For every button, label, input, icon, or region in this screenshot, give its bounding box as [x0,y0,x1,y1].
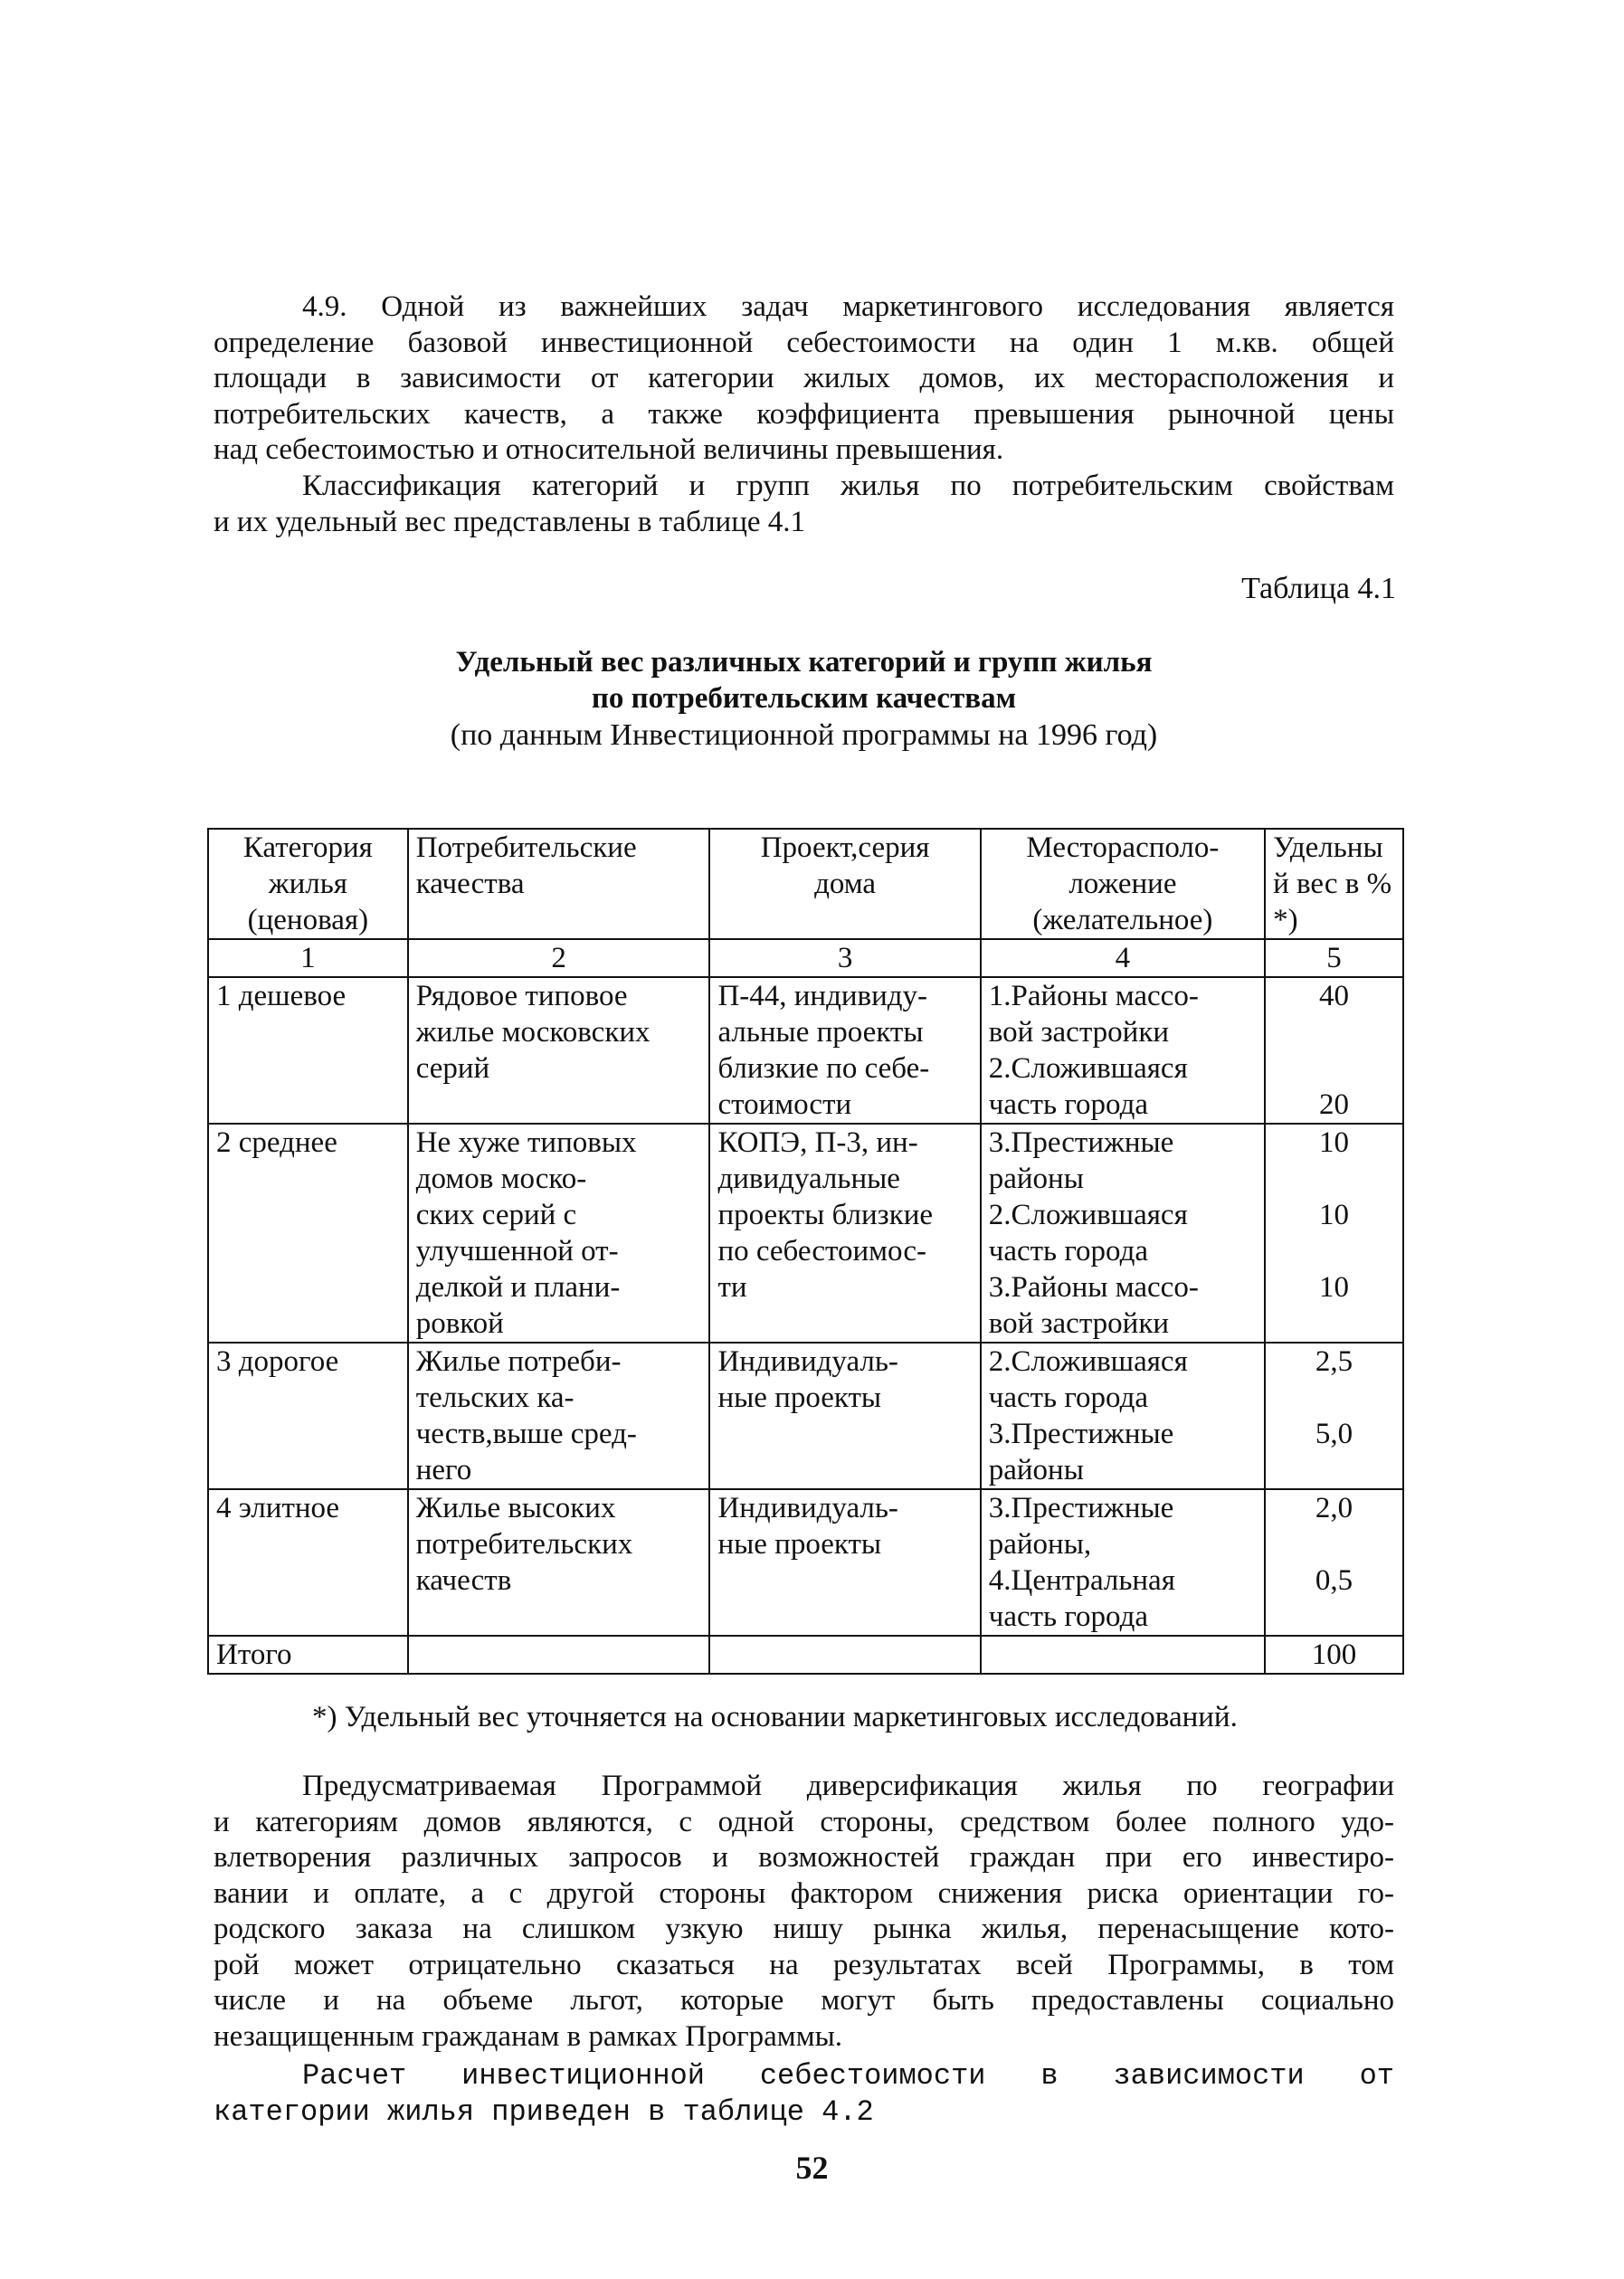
weight-value [1273,1161,1395,1197]
text-line: Предусматриваемая Программой диверсификация жилья по географии [302,1770,1394,1802]
cell-line: районы [988,1163,1084,1195]
cell-line: районы [988,1454,1084,1486]
table-row [208,1124,1403,1343]
column-number: 1 [208,939,408,977]
total-value: 100 [1265,1636,1403,1674]
weight-value [1273,1306,1395,1342]
table-number: Таблица 4.1 [1241,572,1396,605]
cell-line: Жилье потреби- [415,1345,622,1378]
cell-line: 1.Районы массо- [988,980,1199,1012]
cell-qualities [408,1343,710,1489]
column-number: 5 [1265,939,1403,977]
header-project: Проект,серия дома [709,829,980,939]
cell-line: вой застройки [988,1307,1170,1340]
cell-category: 4 элитное [208,1489,408,1636]
cell-location [981,1343,1265,1489]
table-header-row [208,829,1403,939]
cell-line: часть города [988,1088,1149,1121]
text-line: и категориям домов являются, с одной стороны, средством более полного удо- [214,1805,1394,1838]
column-number: 3 [709,939,980,977]
weight-value: 0,5 [1315,1564,1353,1597]
weight-value: 10 [1319,1126,1350,1159]
text-line: и их удельный вес представлены в таблице 4.1 [214,505,806,538]
cell-line: 2.Сложившаяся [988,1199,1188,1231]
table-row [208,1343,1403,1489]
page-number: 52 [795,2150,829,2186]
housing-weights-table [207,828,1404,1675]
table-row [208,1489,1403,1636]
cell-line: 3.Престижные [988,1126,1174,1159]
column-number-row [208,939,1403,977]
cell-line: 3.Престижные [988,1418,1174,1450]
weight-value: 10 [1319,1271,1350,1304]
text-line: определение базовой инвестиционной себестоимости на один 1 м.кв. общей [214,326,1394,359]
cell-line: качеств [415,1564,512,1597]
table-caption [214,644,1394,755]
cell-line: улучшенной от- [415,1235,619,1268]
text-line: рой может отрицательно сказаться на результатах всей Программы, в том [214,1948,1394,1981]
text-line: 4.9. Одной из важнейших задач маркетингового исследования является [302,290,1394,323]
header-weight: Удельны й вес в % *) [1265,829,1403,939]
cell-line: 2.Сложившаяся [988,1345,1188,1378]
text-line: Расчет инвестиционной себестоимости в зависимости от [302,2059,1394,2093]
table-body [208,977,1403,1636]
cell-line: Не хуже типовых [415,1126,637,1159]
cell-weight [1265,1124,1403,1343]
weight-value: 20 [1319,1088,1350,1121]
cell-line: КОПЭ, П-3, ин- [717,1126,918,1159]
table-row [208,977,1403,1124]
cell-qualities [408,977,710,1124]
text-line: незащищенным гражданам в рамках Программы. [214,2019,842,2053]
weight-value [1273,1380,1395,1416]
cell-line: стоимости [717,1088,852,1121]
weight-value: 2,0 [1315,1492,1353,1524]
weight-value: 40 [1319,980,1350,1012]
cell-line: тельских ка- [415,1382,575,1414]
table-source-note: (по данным Инвестиционной программы на 1996 год) [450,718,1158,752]
cell-line: 3.Районы массо- [988,1271,1199,1304]
cell-line: потребительских [415,1528,633,1561]
weight-value [1273,1526,1395,1562]
cell-project [709,1343,980,1489]
text-line: Классификация категорий и групп жилья по потребительским свойствам [302,470,1394,502]
cell-project [709,1124,980,1343]
cell-line: ских серий с [415,1199,577,1231]
cell-location [981,1124,1265,1343]
cell-location [981,977,1265,1124]
cell-line: делкой и плани- [415,1271,621,1304]
text-line: категории жилья приведен в таблице 4.2 [214,2095,874,2129]
cell-line: ные проекты [717,1528,882,1561]
cell-line: 2.Сложившаяся [988,1052,1188,1085]
cell-line: жилье московских [415,1016,651,1049]
cell-line: дивидуальные [717,1163,900,1195]
calculation-paragraph [214,2058,1394,2131]
text-line: влетворения различных запросов и возможностей граждан при его инвестиро- [214,1841,1394,1874]
weight-value [1273,1233,1395,1269]
cell-category: 2 среднее [208,1124,408,1343]
cell-line: Индивидуаль- [717,1492,898,1524]
cell-weight [1265,1343,1403,1489]
cell-weight [1265,977,1403,1124]
cell-project [709,977,980,1124]
cell-line: него [415,1454,472,1486]
cell-line: вой застройки [988,1016,1170,1049]
header-location: Месторасполо- ложение (желательное) [981,829,1265,939]
cell-qualities [408,1124,710,1343]
classification-paragraph [214,469,1394,540]
text-line: над себестоимостью и относительной величины превышения. [214,433,1004,466]
total-label: Итого [208,1636,408,1674]
text-line: потребительских качеств, а также коэффициента превышения рыночной цены [214,397,1394,431]
table-footnote: *) Удельный вес уточняется на основании маркетинговых исследований. [312,1701,1238,1733]
cell-line: Индивидуаль- [717,1345,898,1378]
cell-line: районы, [988,1528,1092,1561]
cell-line: проекты близкие [717,1199,934,1231]
cell-location [981,1489,1265,1636]
weight-value [1273,1050,1395,1087]
cell-line: по себестоимос- [717,1235,927,1268]
diversification-paragraph [214,1769,1394,2055]
weight-value [1273,1599,1395,1635]
text-line: площади в зависимости от категории жилых домов, их месторасположения и [214,362,1394,394]
cell-line: ные проекты [717,1382,882,1414]
cell-line: П-44, индивиду- [717,980,928,1012]
cell-line: Жилье высоких [415,1492,616,1524]
cell-line: Рядовое типовое [415,980,628,1012]
weight-value [1273,1014,1395,1050]
cell-line: альные проекты [717,1016,924,1049]
total-row [208,1636,1403,1674]
cell-line: ти [717,1271,747,1304]
weight-value: 2,5 [1315,1345,1353,1378]
cell-line: часть города [988,1382,1149,1414]
text-line: числе и на объеме льгот, которые могут быть предоставлены социально [214,1984,1394,2017]
weight-value: 10 [1319,1199,1350,1231]
header-qualities: Потребительские качества [408,829,710,939]
cell-line: часть города [988,1600,1149,1633]
table-subtitle: по потребительским качествам [591,682,1017,715]
cell-project [709,1489,980,1636]
header-category: Категория жилья (ценовая) [208,829,408,939]
text-line: родского заказа на слишком узкую нишу рынка жилья, перенасыщение кото- [214,1913,1394,1945]
cell-line: серий [415,1052,490,1085]
cell-category: 3 дорогое [208,1343,408,1489]
cell-line: честв,выше сред- [415,1418,637,1450]
weight-value: 5,0 [1315,1418,1353,1450]
cell-weight [1265,1489,1403,1636]
cell-line: часть города [988,1235,1149,1268]
cell-line: домов моско- [415,1163,587,1195]
cell-line: 4.Центральная [988,1564,1175,1597]
text-line: вании и оплате, а с другой стороны фактором снижения риска ориентации го- [214,1876,1394,1910]
cell-line: близкие по себе- [717,1052,930,1085]
cell-category: 1 дешевое [208,977,408,1124]
cell-line: 3.Престижные [988,1492,1174,1524]
table-title: Удельный вес различных категорий и групп жилья [455,646,1153,679]
cell-line: ровкой [415,1307,504,1340]
column-number: 4 [981,939,1265,977]
intro-paragraph [214,290,1394,469]
weight-value [1273,1452,1395,1488]
cell-qualities [408,1489,710,1636]
column-number: 2 [408,939,710,977]
